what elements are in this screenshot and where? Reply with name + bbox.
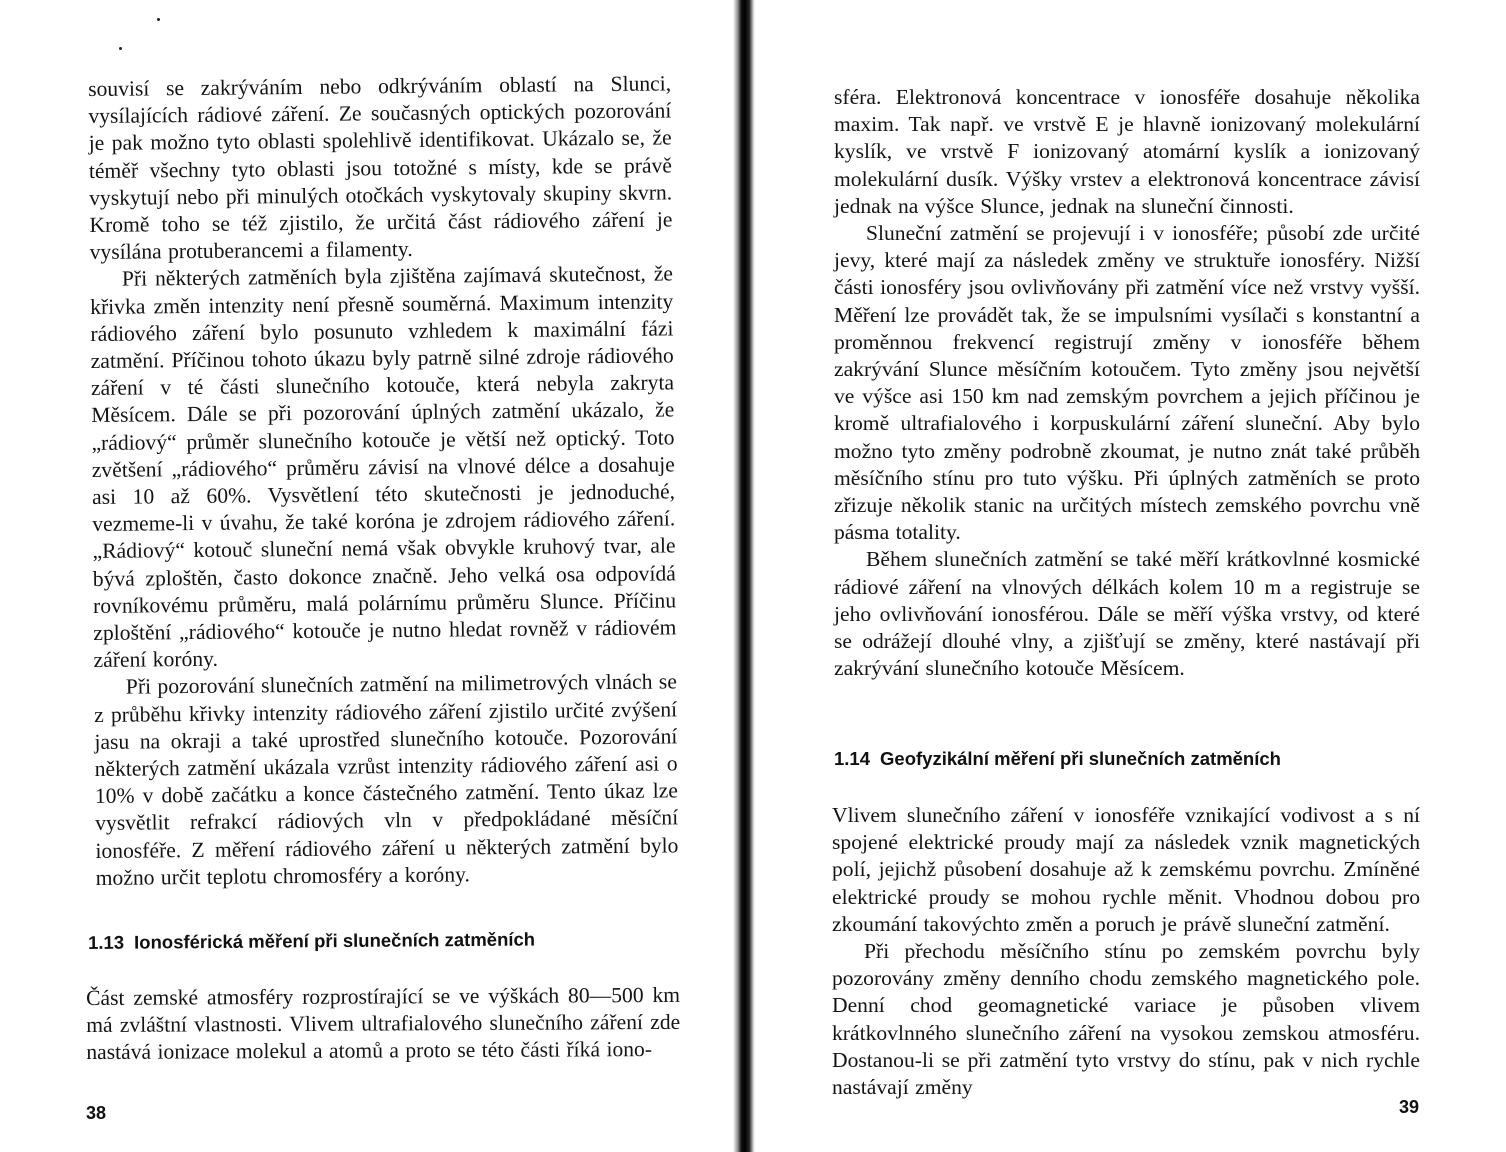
left-page-section-body (86, 982, 680, 1067)
paragraph: Při přechodu měsíčního stínu po zemském povrchu byly pozorovány změny denního chodu zemského magnetického pole. Denní chod geomagnetické variace je působen vlivem krátkovlnného slunečního záření na vysokou zemskou atmosféru. Dostanou-li se při zatmění tyto vrstvy do stínu, pak v nich rychle nastávají změny (832, 939, 1420, 1100)
section-heading-1-14 (834, 748, 1281, 770)
paragraph: sféra. Elektronová koncentrace v ionosféře dosahuje několika maxim. Tak např. ve vrstvě E je hlavně ionizovaný molekulární kyslík, ve vrstvě F ionizovaný atomární kyslík a ionizovaný molekulární dusík. Výšky vrstev a elektronová koncentrace závisí jednak na výšce Slunce, jednak na sluneční činnosti. (834, 85, 1420, 218)
right-page-body (834, 84, 1420, 682)
paragraph: souvisí se zakrýváním nebo odkrýváním oblastí na Slunci, vysílajících rádiové záření. Ze současných optických pozorování je pak možno tyto oblasti spolehlivě identifikovat. Ukázalo se, že téměř všechny tyto oblasti jsou totožné s místy, kde se právě vyskytují nebo při minulých otočkách vyskytovaly skupiny skvrn. Kromě toho se též zjistilo, že určitá část rádiového záření je vysílána protuberancemi a filamenty. (88, 71, 673, 265)
right-page-section-body (832, 802, 1420, 1101)
page-number: 39 (1399, 1097, 1420, 1117)
paragraph: Během slunečních zatmění se také měří krátkovlnné kosmické rádiové záření na vlnových délkách kolem 10 m a registruje se jeho ovlivňování ionosférou. Dále se měří výška vrstvy, od které se odrážejí dlouhé vlny, a zjišťují se změny, které nastávají při zakrývání slunečního kotouče Měsícem. (834, 547, 1420, 681)
paragraph: Při pozorování slunečních zatmění na milimetrových vlnách se z průběhu křivky intenzity rádiového záření zjistilo určité zvýšení jasu na okraji a také uprostřed slunečního kotouče. Pozorování některých zatmění ukázala vzrůst intenzity rádiového záření asi o 10% v době začátku a konce částečného zatmění. Tento úkaz lze vysvětlit refrakcí rádiových vln v předpokládané měsíční ionosféře. Z měření rádiového záření u některých zatmění bylo možno určit teplotu chromosféry a koróny. (94, 669, 679, 890)
paragraph: Při některých zatměních byla zjištěna zajímavá skutečnost, že křivka změn intenzity není přesně souměrná. Maximum intenzity rádiového záření bylo posunuto vzhledem k maximální fázi zatmění. Příčinou tohoto úkazu byly patrně silné zdroje rádiového záření v té části slunečního kotouče, která nebyla zakryta Měsícem. Dále se při pozorování úplných zatmění ukázalo, že „rádiový“ průměr slunečního kotouče je větší než optický. Toto zvětšení „rádiového“ průměru závisí na vlnové délce a dosahuje asi 10 až 60%. Vysvětlení této skutečnosti je jednoduché, vezmeme-li v úvahu, že také koróna je zdrojem rádiového záření. „Rádiový“ kotouč sluneční nemá však obvykle kruhový tvar, ale bývá zploštěn, často dokonce značně. Jeho velká osa odpovídá rovníkovému průměru, malá polárnímu průměru Slunce. Příčinu zploštění „rádiového“ kotouče je nutno hledat rovněž v rádiovém záření koróny. (90, 261, 677, 673)
right-page (755, 0, 1506, 1152)
page-number: 38 (86, 1103, 107, 1123)
paragraph: Sluneční zatmění se projevují i v ionosféře; působí zde určité jevy, které mají za následek změny ve struktuře ionosféry. Nižší části ionosféry jsou ovlivňovány při zatmění více než vrstvy vyšší. Měření lze provádět tak, že se impulsními vysílači s konstantní a proměnnou frekvencí registrují změny v ionosféře během zakrývání Slunce měsíčním kotoučem. Tyto změny jsou největší ve výšce asi 150 km nad zemským povrchem a jejich příčinou je kromě ultrafialového i korpuskulární záření sluneční. Aby bylo možno tyto změny podrobně zkoumat, je nutno znát také průběh měsíčního stínu pro tuto výšku. Při úplných zatměních se proto zřizuje několik stanic na určitých místech zemského povrchu vně pásma totality. (834, 221, 1420, 545)
section-heading-1-13 (88, 928, 535, 954)
paragraph: Část zemské atmosféry rozprostírající se ve výškách 80—500 km má zvláštní vlastnosti. Vlivem ultrafialového slunečního záření zde nastává ionizace molekul a atomů a proto se této části říká iono- (86, 982, 681, 1065)
left-page (0, 0, 733, 1152)
section-title: Geofyzikální měření při slunečních zatměních (880, 748, 1281, 769)
section-title: Ionosférická měření při slunečních zatměních (134, 928, 536, 953)
section-number: 1.14 (834, 748, 871, 769)
section-number: 1.13 (88, 931, 125, 953)
book-spine-shadow (733, 0, 755, 1152)
paragraph: Vlivem slunečního záření v ionosféře vznikající vodivost a s ní spojené elektrické proudy mají za následek vznik magnetických polí, jejichž působení dosahuje až k zemskému povrchu. Zmíněné elektrické proudy se mohou rychle měnit. Vhodnou dobou pro zkoumání takovýchto změn a poruch je právě sluneční zatmění. (832, 803, 1420, 936)
left-page-body (88, 70, 679, 892)
